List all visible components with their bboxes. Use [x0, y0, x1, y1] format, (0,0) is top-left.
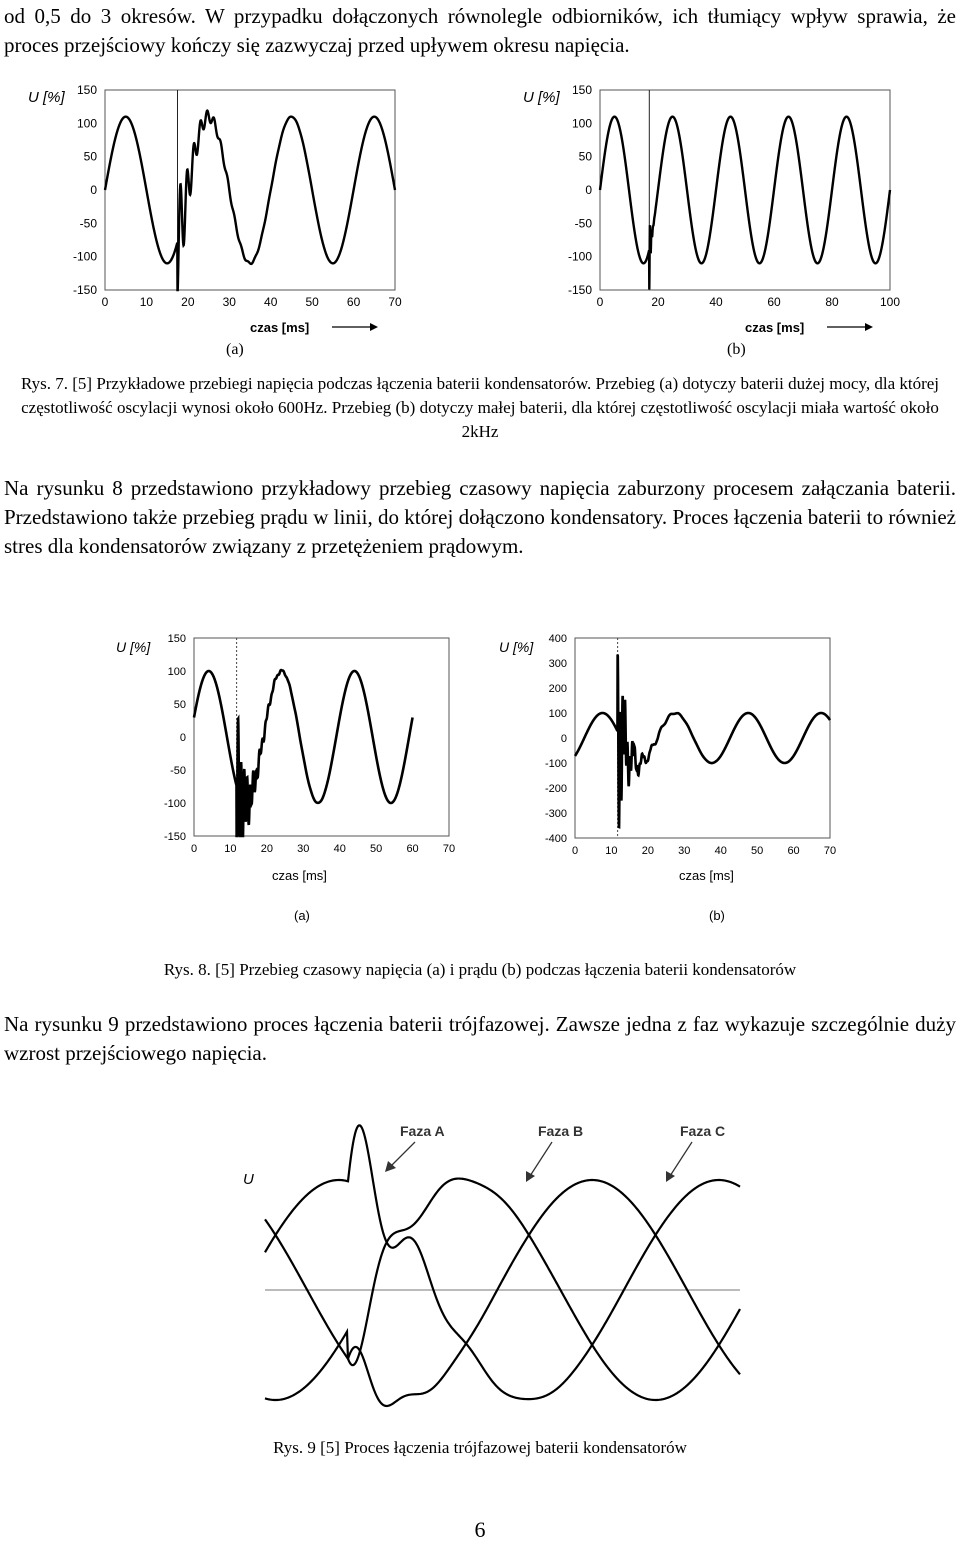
- fig7b-xtick: 40: [709, 295, 723, 309]
- fig8a-xtick: 50: [370, 843, 383, 855]
- fig8b-xtick: 70: [823, 845, 837, 857]
- fig7b-wave: [600, 117, 890, 290]
- fig7a-ytick: 0: [90, 183, 97, 197]
- fig9-label-phase-b: Faza B: [538, 1123, 584, 1139]
- fig8b-ytick: -300: [544, 808, 567, 820]
- fig8b-ytick: -200: [544, 783, 567, 795]
- fig8a-ytick: -150: [163, 831, 186, 843]
- fig7b-xtick: 0: [596, 295, 604, 309]
- fig7a-xtick: 70: [388, 295, 402, 309]
- fig7a-ytick: 150: [76, 83, 97, 97]
- fig8a-ytick: 150: [167, 633, 186, 645]
- fig7b-xtick: 100: [879, 295, 901, 309]
- fig8b-ytick: 0: [560, 733, 567, 745]
- fig7a-xtick: 20: [181, 295, 195, 309]
- fig7b-ytick: -150: [567, 283, 592, 297]
- fig9-caption: Rys. 9 [5] Proces łączenia trójfazowej baterii kondensatorów: [273, 1438, 687, 1457]
- fig7b-ytick: -50: [574, 216, 592, 231]
- fig7a-xtick: 40: [264, 295, 278, 309]
- fig8a-xtick: 20: [260, 843, 273, 855]
- fig8b-ytick: 200: [548, 683, 567, 695]
- fig7b-xtick: 80: [825, 295, 839, 309]
- fig7a-xtick: 10: [139, 295, 154, 309]
- fig7a-wave: [105, 111, 395, 290]
- fig7b-ylabel: U [%]: [523, 89, 560, 106]
- fig8b-ytick: 400: [548, 633, 567, 645]
- fig8a-xtick: 60: [406, 843, 419, 855]
- fig8b-ytick: 300: [548, 658, 567, 670]
- fig7a-xlabel: czas [ms]: [250, 320, 310, 335]
- fig9-label-phase-a: Faza A: [400, 1123, 445, 1139]
- fig8a-xtick: 10: [224, 843, 237, 855]
- fig7a-ytick: 100: [76, 116, 97, 131]
- middle-paragraph: Na rysunku 8 przedstawiono przykładowy przebieg czasowy napięcia zaburzony procesem załączania baterii. Przedstawiono także przebieg prądu w linii, do której dołączono kondensatory. Proces łączenia baterii to również stres dla kondensatorów związany z przetężeniem prądowym.: [4, 476, 956, 558]
- fig7a-plot-frame: [105, 90, 395, 290]
- fig7-caption: Rys. 7. [5] Przykładowe przebiegi napięcia podczas łączenia baterii kondensatorów. Przebieg (a) dotyczy baterii dużej mocy, dla której częstotliwość oscylacji wynosi około 600Hz. Przebieg (b) dotyczy małej baterii, dla której częstotliwość oscylacji miała wartość około 2kHz: [20, 374, 940, 441]
- fig8a-ylabel: U [%]: [116, 639, 151, 655]
- fig7a-ytick: -150: [72, 283, 97, 297]
- fig8a-wave: [194, 670, 413, 836]
- fig8a-xtick: 40: [333, 843, 346, 855]
- fig8a-sublabel: (a): [294, 908, 310, 923]
- fig7b-ytick: -100: [567, 249, 592, 264]
- fig7b-xtick: 60: [767, 295, 781, 309]
- fig8b-xtick: 60: [787, 845, 800, 857]
- fig7b-ytick: 150: [571, 83, 592, 97]
- fig8b-sublabel: (b): [709, 908, 725, 923]
- fig8a-plot-frame: [194, 638, 449, 836]
- fig8b-xtick: 0: [571, 845, 579, 857]
- fig7b-ytick: 50: [578, 149, 592, 164]
- fig8b-plot-frame: [575, 638, 830, 838]
- fig7b-xtick: 20: [651, 295, 665, 309]
- fig9-phase-b-wave: [265, 1179, 740, 1400]
- fig9-chart: [230, 1110, 760, 1435]
- fig7a-ylabel: U [%]: [28, 89, 65, 106]
- fig9-arrow-phase-a: [385, 1142, 415, 1172]
- fig8a-xtick: 0: [190, 843, 198, 855]
- fig7a-ytick: -100: [72, 249, 97, 264]
- fig7a-xtick: 60: [346, 295, 361, 309]
- fig8a-xtick: 70: [442, 843, 456, 855]
- page-number: 6: [474, 1517, 486, 1542]
- fig9-arrow-phase-c: [666, 1142, 692, 1182]
- top-paragraph: od 0,5 do 3 okresów. W przypadku dołączonych równolegle odbiorników, ich tłumiący wpływ sprawia, że proces przejściowy kończy się zazwyczaj przed upływem okresu napięcia.: [4, 4, 956, 57]
- fig9-ylabel: U: [243, 1171, 254, 1188]
- fig7-label-a: (a): [226, 341, 244, 358]
- fig7a-ytick: -50: [79, 216, 97, 231]
- fig8a-chart: [112, 630, 467, 930]
- fig7-label-b: (b): [727, 341, 746, 358]
- fig7b-time-arrow: [827, 323, 873, 331]
- bottom-paragraph: Na rysunku 9 przedstawiono proces łączenia baterii trójfazowej. Zawsze jedna z faz wykazuje szczególnie duży wzrost przejściowego napięcia.: [4, 1012, 956, 1065]
- fig9-arrow-phase-b: [526, 1142, 552, 1182]
- fig8a-ytick: 0: [179, 732, 186, 744]
- fig8a-ytick: 100: [167, 666, 186, 678]
- fig7a-xtick: 50: [305, 295, 319, 309]
- fig8a-ytick: 50: [173, 699, 186, 711]
- fig7b-chart: [515, 80, 915, 345]
- fig8b-ytick: -400: [544, 833, 567, 845]
- fig8b-ytick: 100: [548, 708, 567, 720]
- fig8a-xtick: 30: [297, 843, 310, 855]
- fig7b-ytick: 100: [571, 116, 592, 131]
- fig7b-xlabel: czas [ms]: [745, 320, 805, 335]
- fig8b-wave: [575, 655, 830, 828]
- fig8b-xtick: 30: [678, 845, 691, 857]
- fig7a-xtick: 30: [222, 295, 236, 309]
- fig8a-ytick: -100: [163, 798, 186, 810]
- fig7a-xtick: 0: [101, 295, 109, 309]
- fig8b-chart: [495, 630, 845, 930]
- fig7a-ytick: 50: [83, 149, 97, 164]
- fig8a-ytick: -50: [170, 765, 186, 777]
- fig8b-xtick: 10: [605, 845, 618, 857]
- fig8b-xtick: 40: [714, 845, 727, 857]
- fig9-phase-a-wave: [265, 1125, 740, 1399]
- fig8b-xtick: 50: [751, 845, 764, 857]
- fig8b-ylabel: U [%]: [499, 639, 534, 655]
- fig8b-ytick: -100: [544, 758, 567, 770]
- fig8-caption: Rys. 8. [5] Przebieg czasowy napięcia (a) i prądu (b) podczas łączenia baterii kondensatorów: [163, 960, 797, 979]
- fig8b-xtick: 20: [641, 845, 654, 857]
- fig7b-ytick: 0: [585, 183, 592, 197]
- fig8b-xlabel: czas [ms]: [679, 868, 734, 883]
- fig7a-time-arrow: [332, 323, 378, 331]
- fig9-label-phase-c: Faza C: [680, 1123, 726, 1139]
- fig7a-chart: [20, 80, 420, 345]
- fig8a-xlabel: czas [ms]: [272, 868, 327, 883]
